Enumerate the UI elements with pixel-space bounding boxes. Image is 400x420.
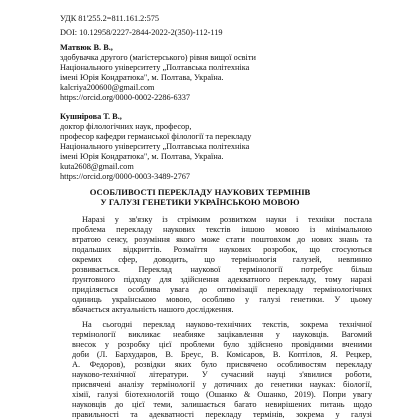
author2-orcid: https://orcid.org/0000-0003-3489-2767 [60,172,191,181]
author2-degree: доктор філологічних наук, професор, [60,122,192,131]
author2-affiliation-line: професор кафедри германської філології та перекладу [60,132,252,141]
body-line: втратою сенсу, розуміння якого може стати поштовхом до нових знань та [72,235,372,244]
body-line: ґрунтовного підходу для здійснення адекватного перекладу, тому наразі [72,275,372,284]
body-line: хімії, галузі біотехнологій тощо (Ошанко & Ошанко, 2019). Попри увагу [72,390,372,399]
body-line: На сьогодні переклад науково-технічних текстів, зокрема технічної [82,320,372,329]
body-line: правильності та адекватності перекладу термінів, зокрема у галузі [72,410,372,419]
body-line: приділяється особлива увага до оптимізації перекладу термінологічних [72,285,372,294]
author2-email: kuta2608@gmail.com [60,162,134,171]
author2-name: Кушнірова Т. В., [60,112,122,121]
body-line: присвячені аналізу термінології у дотичних до генетики науках: біології, [72,380,372,389]
body-line: внесок у розробку цієї проблеми було здійснено провідними вченими [72,340,372,349]
author1-orcid: https://orcid.org/0000-0002-2286-6337 [60,93,191,102]
author1-affiliation-line: здобувачка другого (магістерського) рівня вищої освіти [60,53,256,62]
body-line: окремих сфер, доводить, що термінологія галузей, невпинно [72,255,372,264]
author1-email: kalcriya200600@gmail.com [60,83,155,92]
author2-affiliation-line: Національного університету „Полтавська політехніка [60,142,250,151]
body-line: науково-технічної літератури. У сучасний науці з'явилися роботи, [72,370,372,379]
udc-code: УДК 81'255.2=811.161.2:575 [60,14,160,23]
author1-affiliation-line: імені Юрія Кондратюка", м. Полтава, Україна. [60,73,224,82]
doi-line: DOI: 10.12958/2227-2844-2022-2(350)-112-119 [60,28,223,37]
body-line: проблема перекладу наукових текстів іншою мовою із мінімальною [72,225,372,234]
body-line: одиниць українською мовою, особливо у галузі генетики. У цьому [72,295,372,304]
body-line: науковців до цієї теми, залишається багато невирішених питань щодо [72,400,372,409]
article-title-line: ОСОБЛИВОСТІ ПЕРЕКЛАДУ НАУКОВИХ ТЕРМІНІВ [89,187,311,197]
body-line: подальших відкриттів. Розмаїття наукових розробок, що стосуються [72,245,372,254]
author1-affiliation-line: Національного університету „Полтавська політехніка [60,63,250,72]
body-line: розвивається. Переклад наукової термінології потребує більш [72,265,372,274]
body-line: вбачається актуальність нашого дослідження. [72,305,234,314]
author1-name: Матвюк В. В., [60,43,113,52]
author2-affiliation-line: імені Юрія Кондратюка", м. Полтава, Україна. [60,152,224,161]
body-line: Наразі у зв'язку із стрімким розвитком науки і техніки постала [82,215,372,224]
body-line: А. Федоров), розвідки яких було присвячено особливостям перекладу [72,360,372,369]
body-line: термінології викликає неабияке зацікавлення у науковців. Вагомий [72,330,372,339]
body-line: доби (Л. Бархударов, В. Бреус, В. Комісаров, В. Коптілов, Я. Рецкер, [72,350,372,359]
article-title-line: У ГАЛУЗІ ГЕНЕТИКИ УКРАЇНСЬКОЮ МОВОЮ [100,197,300,207]
